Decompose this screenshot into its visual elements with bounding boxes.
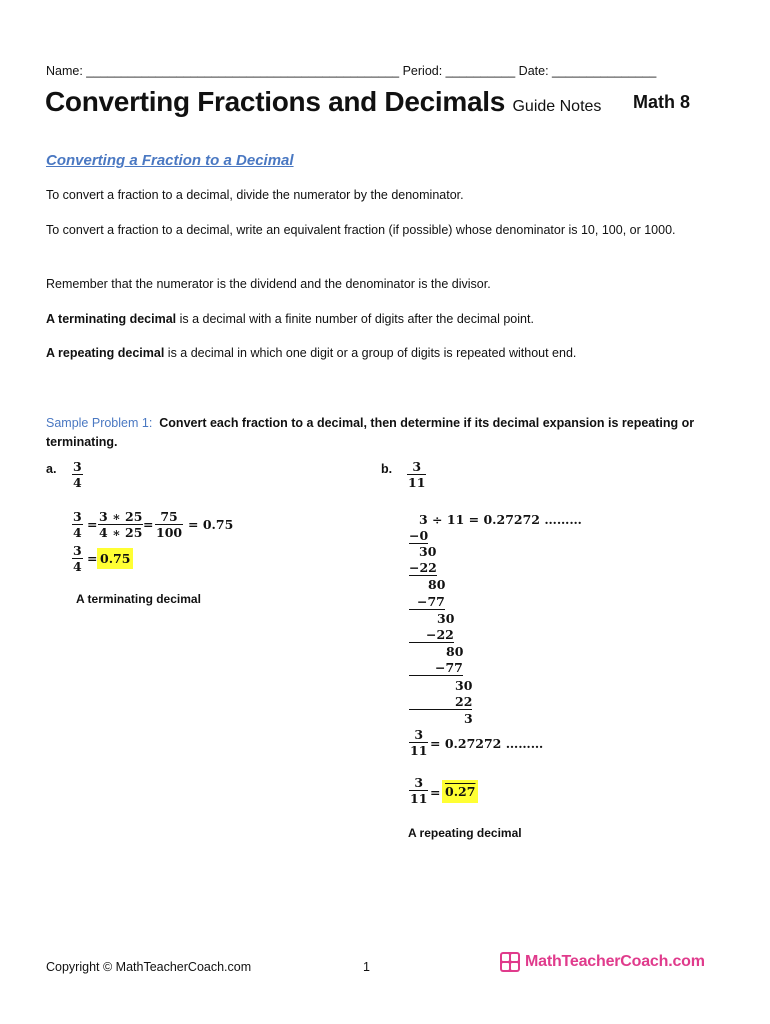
- title-subtitle: Guide Notes: [512, 98, 602, 115]
- fraction-den: 11: [410, 791, 428, 806]
- division-statement: 3 ÷ 11 = 0.27272 ………: [419, 512, 582, 527]
- def-terminating: is a decimal with a finite number of digits after the decimal point.: [176, 312, 534, 326]
- fraction-num: 3: [409, 727, 428, 743]
- equals-sign: =: [87, 551, 98, 566]
- long-division-step: −77: [409, 660, 463, 676]
- fraction-a-final: [72, 543, 83, 574]
- fraction-num: 3: [409, 775, 428, 791]
- long-division-step: −0: [409, 528, 429, 543]
- long-division-step: 30: [455, 678, 473, 693]
- fraction-den: 4 ∗ 25: [99, 525, 143, 540]
- fraction-num: 3 ∗ 25: [99, 509, 143, 524]
- paragraph-2: To convert a fraction to a decimal, write an equivalent fraction (if possible) whose denominator is 10, 100, or 1000.: [46, 223, 676, 237]
- paragraph-repeating: [46, 344, 736, 363]
- problem-b-label: b.: [381, 462, 393, 476]
- fraction-a: [72, 459, 83, 490]
- calculator-icon: [500, 952, 520, 972]
- term-repeating: A repeating decimal: [46, 346, 165, 360]
- brand-logo[interactable]: [500, 952, 705, 972]
- equals-sign: =: [87, 517, 98, 532]
- note-b: A repeating decimal: [408, 826, 522, 840]
- fraction-num: 3: [73, 543, 82, 558]
- term-terminating: A terminating decimal: [46, 312, 177, 326]
- def-repeating: is a decimal in which one digit or a group of digits is repeated without end.: [164, 346, 577, 360]
- fraction-num: 75: [155, 509, 183, 525]
- fraction-num: 3: [407, 459, 426, 475]
- paragraph-1: To convert a fraction to a decimal, divide the numerator by the denominator.: [46, 188, 464, 202]
- sample-label: Sample Problem 1:: [46, 416, 153, 430]
- equals-sign: =: [143, 517, 154, 532]
- fraction-equivalent: [98, 509, 143, 540]
- sample-instruction: Convert each fraction to a decimal, then determine if its decimal expansion is repeating or terminating.: [46, 416, 695, 449]
- long-division-step: −77: [409, 594, 445, 610]
- long-division-step: 22: [409, 694, 472, 710]
- paragraph-terminating: [46, 310, 736, 329]
- fraction-b: [407, 459, 426, 490]
- long-division-step: −22: [409, 560, 437, 575]
- page-title: [45, 86, 601, 118]
- equals-sign: =: [430, 785, 441, 800]
- long-division-step: 30: [419, 544, 437, 559]
- fraction-den: 11: [408, 475, 426, 490]
- answer-b-highlight: [442, 780, 478, 803]
- long-division-step: 80: [446, 644, 464, 659]
- note-a: A terminating decimal: [76, 592, 201, 606]
- fraction-hundredths: [155, 509, 183, 540]
- fraction-num: 3: [73, 509, 82, 524]
- fraction-b-repeat: [409, 727, 428, 758]
- problem-a-label: a.: [46, 462, 57, 476]
- footer-copyright: Copyright © MathTeacherCoach.com: [46, 960, 252, 974]
- answer-b-value: 0.27: [445, 784, 476, 799]
- answer-a-highlight: 0.75: [97, 548, 133, 569]
- repeating-expansion: = 0.27272 ………: [430, 736, 544, 751]
- section-heading: Converting a Fraction to a Decimal: [46, 152, 294, 169]
- result-a: = 0.75: [188, 517, 234, 532]
- paragraph-3: Remember that the numerator is the dividend and the denominator is the divisor.: [46, 277, 491, 291]
- brand-logo-text: MathTeacherCoach.com: [525, 953, 705, 970]
- fraction-den: 4: [73, 559, 82, 574]
- long-division-step: 80: [428, 577, 446, 592]
- sample-problem: [46, 414, 736, 452]
- fraction-den: 4: [73, 525, 82, 540]
- title-main: Converting Fractions and Decimals: [45, 86, 505, 117]
- page-number: 1: [363, 960, 370, 974]
- fraction-den: 11: [410, 743, 428, 758]
- fraction-b-final: [409, 775, 428, 806]
- fraction-a-den: 4: [73, 475, 82, 490]
- fraction-den: 100: [156, 525, 183, 540]
- course-label: Math 8: [633, 92, 691, 112]
- long-division-step: −22: [409, 627, 454, 643]
- header-fields: Name: _____________________________________________ Period: __________ Date: _______________: [46, 64, 657, 78]
- fraction-a-num: 3: [73, 459, 82, 474]
- fraction-a-step: [72, 509, 83, 540]
- long-division-remainder: 3: [464, 711, 473, 726]
- long-division-step: 30: [437, 611, 455, 626]
